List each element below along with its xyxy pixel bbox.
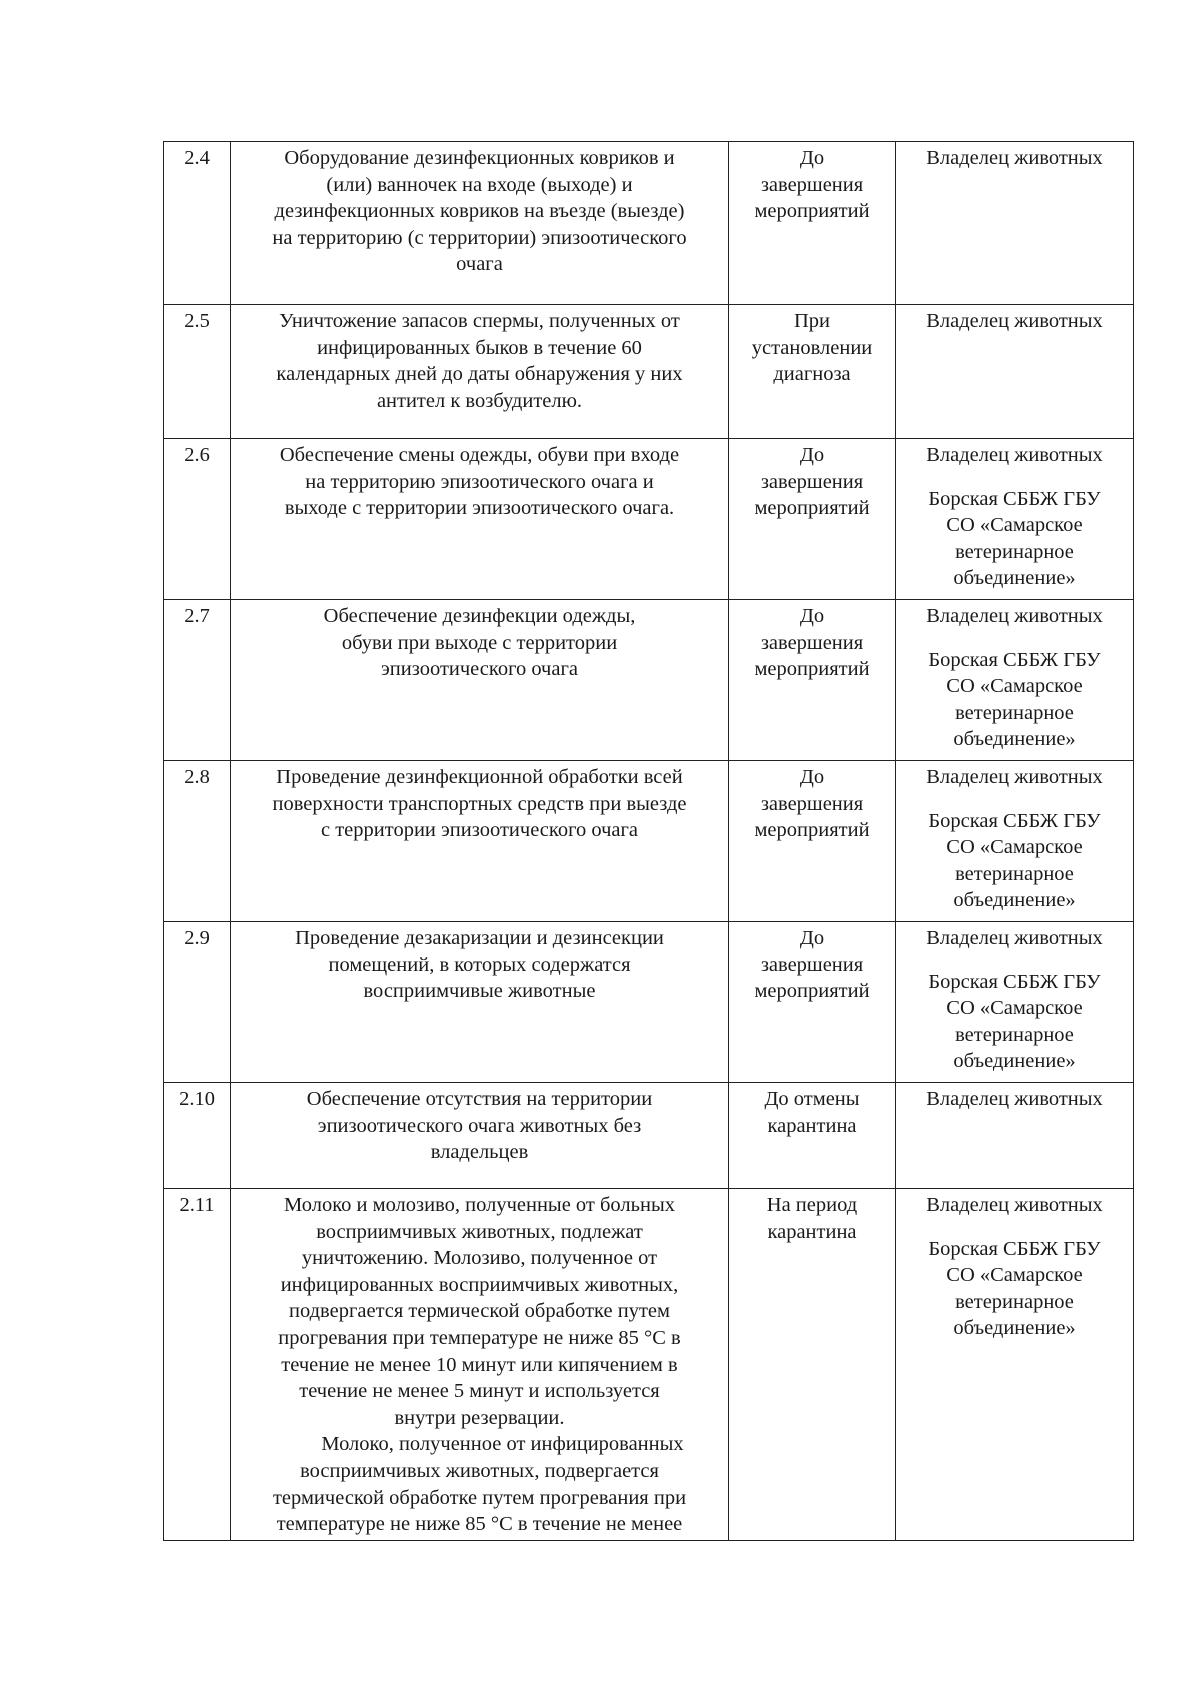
responsible-line: объединение» [953,889,1076,912]
measures-table [163,141,1134,1541]
measure-line: подвергается термической обработке путем [289,1300,670,1323]
table-row [164,922,1134,1083]
measure-line: с территории эпизоотического очага [321,819,638,842]
term-line: До отмены [764,1088,860,1110]
responsible-spacer [902,630,1127,647]
measure-line: (или) ванночек на входе (выходе) и [326,173,633,196]
responsible-line: Владелец животных [926,605,1103,627]
responsible-spacer [902,791,1127,808]
responsible-line: объединение» [953,1317,1076,1340]
term-line: До [799,147,825,169]
responsible-line: ветеринарное [955,1290,1074,1313]
responsible-cell [896,305,1134,439]
measure-line: дезинфекционных ковриков на въезде (выезде) [274,200,685,223]
row-number: 2.8 [164,761,231,922]
responsible-line: СО «Самарское [946,836,1083,859]
responsible-cell [896,1189,1134,1541]
term-cell [729,600,896,761]
responsible-line: Владелец животных [926,927,1103,949]
responsible-line: Владелец животных [926,1194,1103,1216]
term-line: мероприятий [754,658,870,681]
table-row [164,439,1134,600]
table-body [164,142,1134,1541]
measure-line: внутри резервации. [394,1406,565,1429]
responsible-line: СО «Самарское [946,675,1083,698]
term-line: До [799,766,825,788]
measure-description [231,305,729,439]
term-line: карантина [767,1220,857,1243]
responsible-cell [896,1083,1134,1189]
term-line: диагноза [773,363,851,386]
table-row [164,761,1134,922]
measure-line: выходе с территории эпизоотического очага. [284,497,675,520]
responsible-line: ветеринарное [955,1023,1074,1046]
measure-line: обуви при выходе с территории [341,631,618,654]
measure-line: Молоко и молозиво, полученные от больных [284,1194,675,1216]
term-line: мероприятий [754,497,870,520]
measure-description [231,1189,729,1541]
measure-line: термической обработке путем прогревания при [272,1486,687,1509]
measure-line: Обеспечение дезинфекции одежды, [323,605,636,627]
responsible-line: Владелец животных [926,147,1103,169]
term-cell [729,1083,896,1189]
term-cell [729,1189,896,1541]
measure-description [231,922,729,1083]
responsible-spacer [902,952,1127,969]
responsible-line: Борская СББЖ ГБУ [928,487,1101,510]
responsible-line: Борская СББЖ ГБУ [928,1237,1101,1260]
term-line: До [799,444,825,466]
measure-line: помещений, в которых содержатся [328,953,631,976]
term-cell [729,922,896,1083]
table-row [164,600,1134,761]
measure-line: восприимчивых животных, подлежат [316,1220,643,1243]
term-line: мероприятий [754,819,870,842]
term-line: завершения [760,953,864,976]
responsible-line: объединение» [953,567,1076,590]
table-row [164,142,1134,305]
measure-description [231,1083,729,1189]
measure-description [231,761,729,922]
document-page [163,141,1133,1541]
measure-line: восприимчивые животные [363,980,596,1003]
term-line: карантина [767,1114,857,1137]
measure-line: Проведение дезинфекционной обработки всей [276,766,683,788]
row-number: 2.4 [164,142,231,305]
responsible-line: СО «Самарское [946,1264,1083,1287]
measure-line: на территорию эпизоотического очага и [305,470,654,493]
responsible-cell [896,439,1134,600]
measure-line: Уничтожение запасов спермы, полученных от [279,310,680,332]
measure-description [231,142,729,305]
term-line: мероприятий [754,980,870,1003]
table-row [164,1083,1134,1189]
term-cell [729,439,896,600]
term-line: завершения [760,173,864,196]
responsible-cell [896,761,1134,922]
measure-line: Обеспечение отсутствия на территории [306,1088,653,1110]
responsible-line: Борская СББЖ ГБУ [928,809,1101,832]
term-line: установлении [751,336,873,359]
term-line: До [799,927,825,949]
row-number: 2.11 [164,1189,231,1541]
term-cell [729,305,896,439]
responsible-line: Владелец животных [926,444,1103,466]
measure-line: антител к возбудителю. [376,389,583,412]
measure-line: Проведение дезакаризации и дезинсекции [295,927,664,949]
responsible-line: объединение» [953,1050,1076,1073]
responsible-cell [896,142,1134,305]
responsible-line: ветеринарное [955,862,1074,885]
row-number: 2.5 [164,305,231,439]
responsible-line: ветеринарное [955,540,1074,563]
term-line: завершения [760,792,864,815]
term-line: До [799,605,825,627]
table-row [164,1189,1134,1541]
term-line: завершения [760,470,864,493]
responsible-spacer [902,469,1127,486]
measure-line: поверхности транспортных средств при выезде [272,792,687,815]
responsible-line: Борская СББЖ ГБУ [928,970,1101,993]
measure-line: течение не менее 10 минут или кипячением в [281,1353,678,1376]
responsible-line: Владелец животных [926,766,1103,788]
row-number: 2.10 [164,1083,231,1189]
measure-line: прогревания при температуре не ниже 85 °С в [278,1326,681,1349]
term-line: завершения [760,631,864,654]
responsible-cell [896,600,1134,761]
responsible-line: СО «Самарское [946,997,1083,1020]
row-number: 2.7 [164,600,231,761]
term-line: При [793,310,831,332]
measure-line: календарных дней до даты обнаружения у них [276,363,683,386]
measure-line: инфицированных восприимчивых животных, [280,1273,679,1296]
responsible-line: Борская СББЖ ГБУ [928,648,1101,671]
measure-line: на территорию (с территории) эпизоотического [272,226,687,249]
measure-line: Оборудование дезинфекционных ковриков и [284,147,675,169]
responsible-line: Владелец животных [926,1088,1103,1110]
measure-line: температуре не ниже 85 °С в течение не менее [276,1513,683,1536]
measure-line: уничтожению. Молозиво, полученное от [301,1247,658,1270]
row-number: 2.9 [164,922,231,1083]
measure-line: Молоко, полученное от инфицированных [321,1433,684,1456]
term-cell [729,761,896,922]
measure-line: инфицированных быков в течение 60 [317,336,642,359]
measure-line: владельцев [430,1141,529,1164]
responsible-line: Владелец животных [926,310,1103,332]
term-line: На период [766,1194,858,1216]
measure-description [231,600,729,761]
responsible-spacer [902,1219,1127,1236]
measure-line: эпизоотического очага животных без [317,1114,642,1137]
row-number: 2.6 [164,439,231,600]
measure-line: эпизоотического очага [381,658,578,681]
responsible-line: СО «Самарское [946,514,1083,537]
term-cell [729,142,896,305]
measure-line: течение не менее 5 минут и используется [299,1380,660,1403]
measure-description [231,439,729,600]
responsible-cell [896,922,1134,1083]
measure-line: Обеспечение смены одежды, обуви при входе [279,444,680,466]
term-line: мероприятий [754,200,870,223]
responsible-line: объединение» [953,728,1076,751]
measure-line: восприимчивых животных, подвергается [300,1459,659,1482]
measure-line: очага [456,253,503,276]
table-row [164,305,1134,439]
responsible-line: ветеринарное [955,701,1074,724]
